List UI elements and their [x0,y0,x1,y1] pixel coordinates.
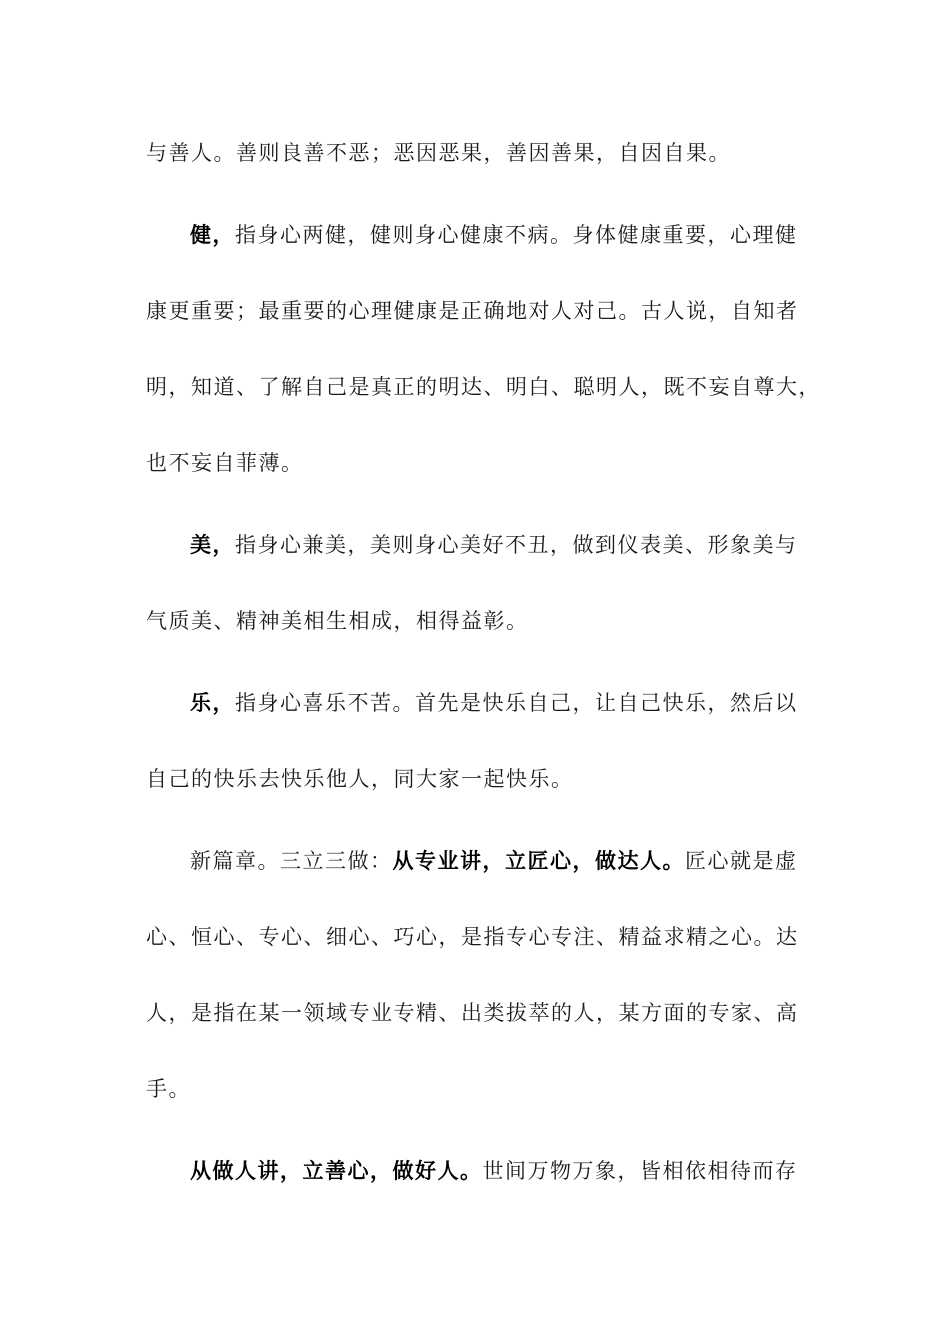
paragraph-line [146,609,806,633]
paragraph-line [146,767,806,791]
term-heading: 美， [190,532,235,557]
paragraph-line [146,375,821,399]
paragraph-line [146,1077,806,1101]
term-heading: 健， [190,222,235,247]
line-text: 手。 [146,1077,191,1101]
paragraph-line [146,299,806,323]
paragraph-line [146,925,806,949]
line-text: 世间万物万象，皆相依相待而存 [482,1159,798,1183]
line-text: 心、恒心、专心、细心、巧心，是指专心专注、精益求精之心。达 [146,925,799,949]
line-text: 自己的快乐去快乐他人，同大家一起快乐。 [146,767,574,791]
line-text: 也不妄自菲薄。 [146,451,304,475]
line-text: 与善人。善则良善不恶；恶因恶果，善因善果，自因自果。 [146,141,731,165]
paragraph-line [190,691,806,715]
paragraph-line [190,1159,806,1183]
line-text: 明，知道、了解自己是真正的明达、明白、聪明人，既不妄自尊大， [146,375,821,399]
line-text: 人，是指在某一领域专业专精、出类拔萃的人，某方面的专家、高 [146,1001,799,1025]
line-text: 指身心兼美，美则身心美好不丑，做到仪表美、形象美与 [235,533,798,557]
line-text: 指身心喜乐不苦。首先是快乐自己，让自己快乐，然后以 [235,691,798,715]
paragraph-line [190,223,806,247]
section-heading: 从专业讲，立匠心，做达人。 [392,848,685,873]
line-text: 新篇章。三立三做： [190,849,393,873]
paragraph-line [190,533,806,557]
term-heading: 乐， [190,690,235,715]
paragraph-line [146,451,806,475]
line-text: 指身心两健，健则身心健康不病。身体健康重要，心理健 [235,223,798,247]
line-text: 匠心就是虚 [685,849,798,873]
line-text: 康更重要；最重要的心理健康是正确地对人对己。古人说，自知者 [146,299,799,323]
paragraph-line [146,1001,806,1025]
section-heading: 从做人讲，立善心，做好人。 [190,1158,483,1183]
paragraph-line [190,849,806,873]
paragraph-line [146,141,806,165]
line-text: 气质美、精神美相生相成，相得益彰。 [146,609,529,633]
